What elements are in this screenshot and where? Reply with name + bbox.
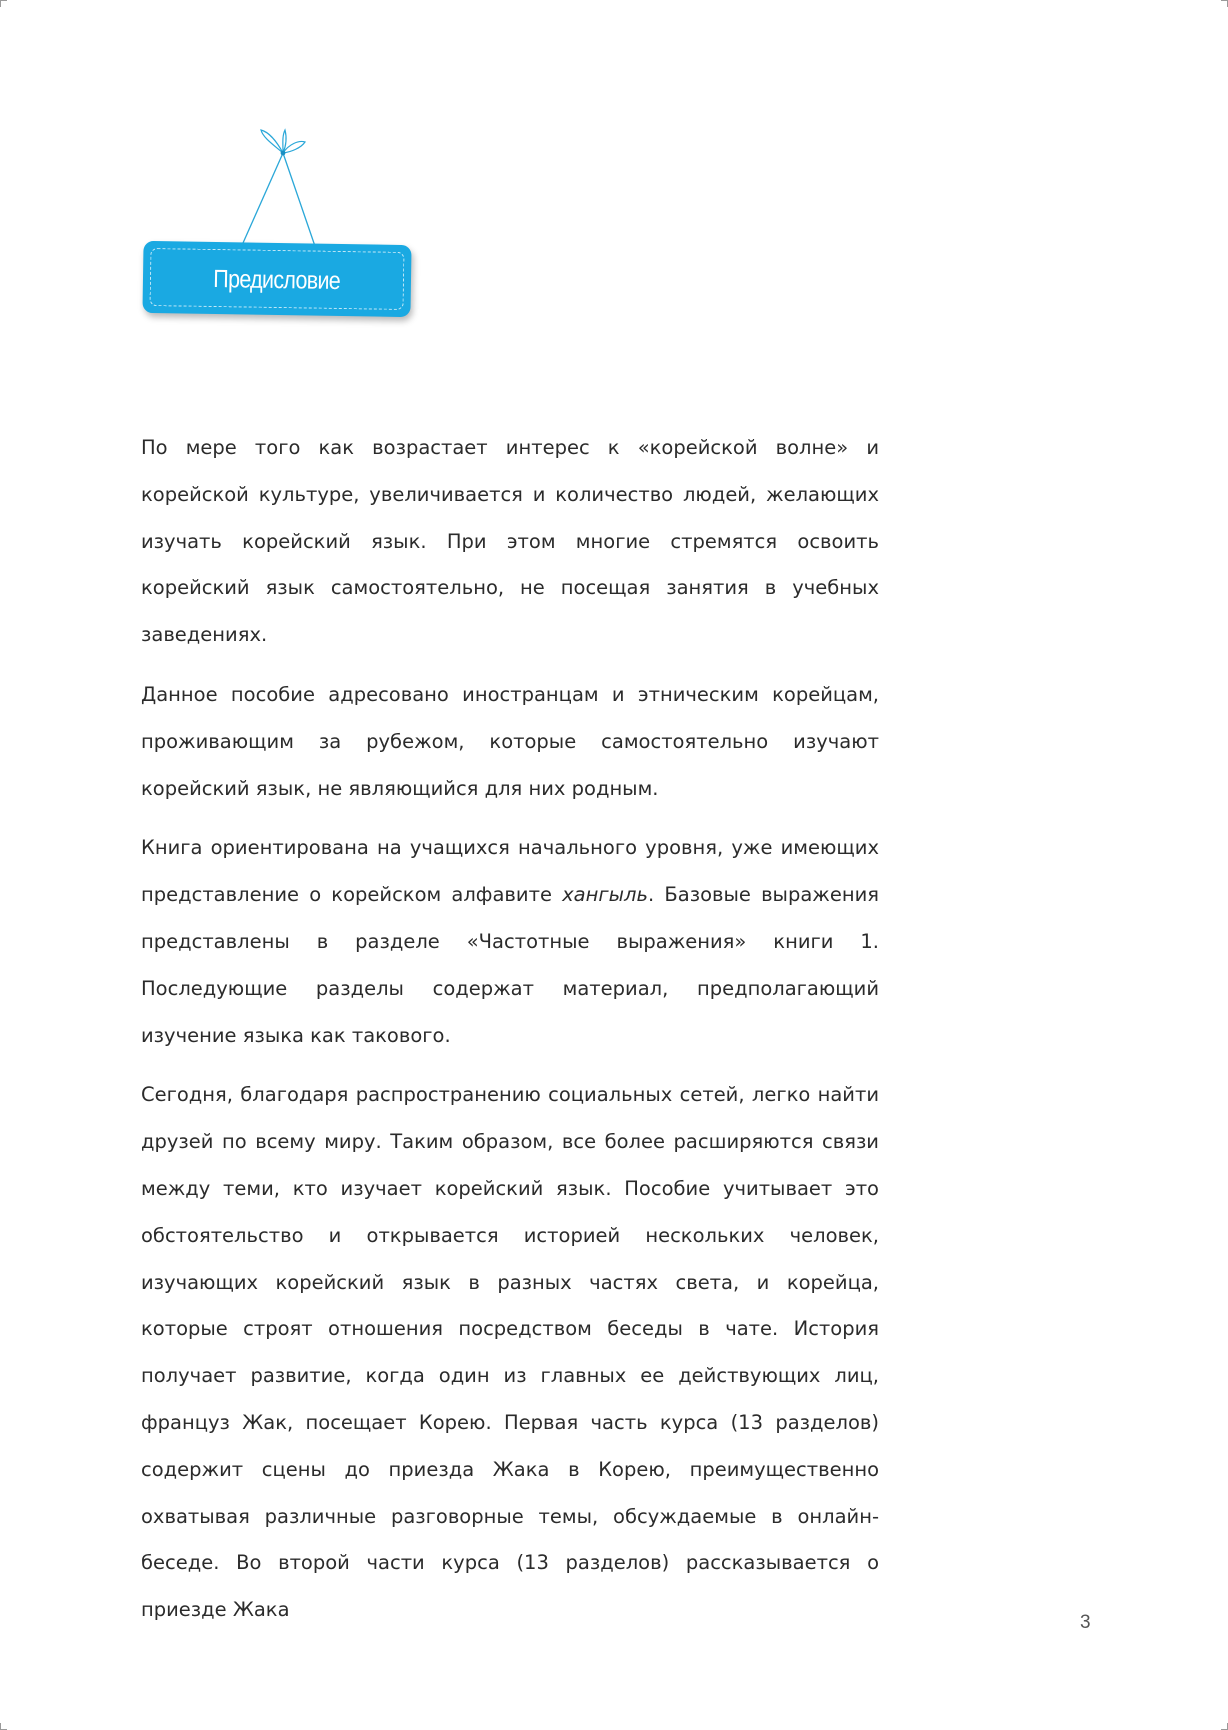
paragraph-1: По мере того как возрастает интерес к «корейской волне» и корейской культуре, увеличивается и количество людей, желающих изучать корейский язык. При этом многие стремятся освоить корейский язык самостоятельно, не посещая занятия в учебных заведениях.: [141, 436, 879, 647]
paragraph-3: [141, 825, 879, 1059]
page-number: 3: [1080, 1612, 1091, 1633]
page-title: Предисловие: [213, 264, 341, 295]
preface-sign: [142, 241, 411, 317]
crop-mark-bottom-left: [0, 1723, 7, 1730]
paragraph-3-text-before: Книга ориентирована на учащихся начального уровня, уже имеющих представление о корейском алфавите: [141, 836, 879, 907]
crop-mark-top-left: [0, 0, 7, 7]
hangul-term: хангыль: [562, 883, 648, 907]
paragraph-3-text-after: . Базовые выражения представлены в разделе «Частотные выражения» книги 1. Последующие разделы содержат материал, предполагающий изучение языка как такового.: [141, 883, 879, 1047]
crop-mark-top-right: [1221, 0, 1228, 7]
preface-body: [141, 425, 879, 1647]
crop-mark-bottom-right: [1221, 1723, 1228, 1730]
hanging-string-icon: [225, 128, 335, 258]
paragraph-2: Данное пособие адресовано иностранцам и этническим корейцам, проживающим за рубежом, которые самостоятельно изучают корейский язык, не являющийся для них родным.: [141, 682, 879, 800]
paragraph-4: Сегодня, благодаря распространению социальных сетей, легко найти друзей по всему миру. Таким образом, все более расширяются связи между теми, кто изучает корейский язык. Пособие учитывает это обстоятельство и открывается историей нескольких человек, изучающих корейский язык в разных частях света, и корейца, которые строят отношения посредством беседы в чате. История получает развитие, когда один из главных ее действующих лиц, француз Жак, посещает Корею. Первая часть курса (13 разделов) содержит сцены до приезда Жака в Корею, преимущественно охватывая различные разговорные темы, обсуждаемые в онлайн-беседе. Во второй части курса (13 разделов) рассказывается о приезде Жака: [141, 1083, 879, 1622]
sign-dashed-border: [150, 248, 405, 310]
